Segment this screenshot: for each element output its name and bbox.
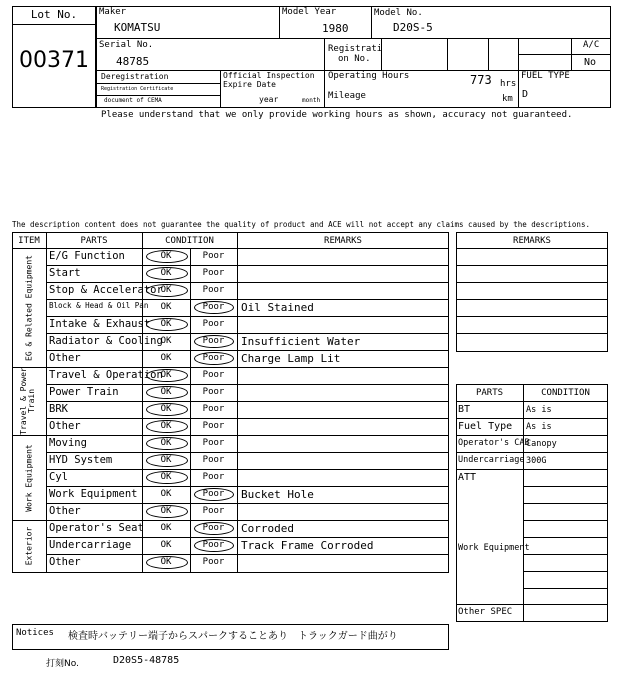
group-divider xyxy=(12,367,449,368)
poor-text: Poor xyxy=(202,302,225,312)
remarks-line xyxy=(456,333,608,334)
ok-text: OK xyxy=(160,353,172,363)
ac-label: A/C xyxy=(583,40,600,50)
ok-circle xyxy=(146,403,188,416)
disclaimer: The description content does not guarantee the quality of product and ACE will not accept any claims caused by the descriptions. xyxy=(12,220,590,229)
ok-text: OK xyxy=(160,302,172,312)
km-unit: km xyxy=(502,94,513,104)
part-label: BRK xyxy=(49,403,68,415)
row-divider xyxy=(46,401,449,402)
ac-value: No xyxy=(584,57,597,68)
poor-text: Poor xyxy=(202,319,225,329)
ok-text: OK xyxy=(160,557,172,567)
rp-part: ATT xyxy=(458,472,477,483)
rp-header-line xyxy=(456,401,608,402)
serial-no-label: Serial No. xyxy=(99,40,154,50)
poor-text: Poor xyxy=(202,557,225,567)
poor-text: Poor xyxy=(202,404,225,414)
rp-part: BT xyxy=(458,404,471,415)
rp-work-equipment: Work Equipment xyxy=(458,543,530,553)
ok-circle xyxy=(146,454,188,467)
fuel-type-label: FUEL TYPE xyxy=(521,71,570,81)
rp-row-line xyxy=(456,435,608,436)
col-item: ITEM xyxy=(18,236,40,246)
remark-text: Charge Lamp Lit xyxy=(241,352,341,365)
poor-text: Poor xyxy=(202,353,225,363)
group-divider xyxy=(12,520,449,521)
rp-part: Operator's CAB xyxy=(458,438,530,448)
part-label: Block & Head & Oil Pan xyxy=(49,301,149,310)
poor-text: Poor xyxy=(202,387,225,397)
poor-text: Poor xyxy=(202,336,225,346)
official-inspection-label-2: Expire Date xyxy=(223,80,276,89)
ok-text: OK xyxy=(160,472,172,482)
rp-col-condition: CONDITION xyxy=(541,388,590,398)
fuel-type-value: D xyxy=(522,89,529,100)
remarks-line xyxy=(456,265,608,266)
rp-row-line xyxy=(456,418,608,419)
rp-condition: Canopy xyxy=(526,439,557,449)
ok-circle xyxy=(146,386,188,399)
year-label: year xyxy=(259,95,279,104)
rp-blank-line xyxy=(523,571,608,572)
row-divider xyxy=(46,537,449,538)
ok-text: OK xyxy=(160,455,172,465)
ok-circle xyxy=(146,505,188,518)
ok-circle xyxy=(146,318,188,331)
poor-text: Poor xyxy=(202,455,225,465)
row-divider xyxy=(46,452,449,453)
part-label: E/G Function xyxy=(49,250,125,262)
poor-text: Poor xyxy=(202,251,225,261)
model-year-value: 1980 xyxy=(322,22,349,35)
part-label: Radiator & Cooling xyxy=(49,335,163,347)
rp-blank-line xyxy=(523,486,608,487)
rp-condition: As is xyxy=(526,405,552,415)
ok-text: OK xyxy=(160,268,172,278)
remark-text: Track Frame Corroded xyxy=(241,539,374,552)
row-divider xyxy=(46,418,449,419)
right-remarks-title: REMARKS xyxy=(513,236,551,246)
poor-text: Poor xyxy=(202,421,225,431)
official-inspection-label-1: Official Inspection xyxy=(223,71,315,80)
part-label: Start xyxy=(49,267,81,279)
ok-text: OK xyxy=(160,285,172,295)
part-label: Other xyxy=(49,420,81,432)
ok-circle xyxy=(146,420,188,433)
group-label: Travel & Power Train xyxy=(19,367,36,435)
ok-text: OK xyxy=(160,489,172,499)
rp-other-line xyxy=(456,604,523,605)
row-divider xyxy=(46,384,449,385)
remark-text: Bucket Hole xyxy=(241,488,314,501)
ok-text: OK xyxy=(160,438,172,448)
stamp-value: D20S5-48785 xyxy=(113,655,180,666)
serial-no-value: 48785 xyxy=(116,55,150,68)
operating-hours-label: Operating Hours xyxy=(328,71,410,81)
hrs-unit: hrs xyxy=(500,79,517,89)
part-label: Other xyxy=(49,556,81,568)
poor-circle xyxy=(194,539,234,552)
poor-circle xyxy=(194,488,234,501)
poor-text: Poor xyxy=(202,506,225,516)
rp-col-parts: PARTS xyxy=(475,388,504,398)
ok-circle xyxy=(146,471,188,484)
row-divider xyxy=(46,469,449,470)
ok-text: OK xyxy=(160,523,172,533)
row-divider xyxy=(46,282,449,283)
registration-no-label-2: on No. xyxy=(338,54,371,64)
ok-circle xyxy=(146,267,188,280)
rp-part: Fuel Type xyxy=(458,421,513,432)
ok-text: OK xyxy=(160,421,172,431)
ok-circle xyxy=(146,284,188,297)
group-label: EG & Related Equipment xyxy=(24,254,33,361)
remarks-line xyxy=(456,282,608,283)
group-label: Work Equipment xyxy=(24,443,33,512)
deregistration-label: Deregistration xyxy=(101,72,169,81)
model-no-label: Model No. xyxy=(374,8,423,18)
rp-condition: As is xyxy=(526,422,552,432)
part-label: Cyl xyxy=(49,471,68,483)
poor-text: Poor xyxy=(202,370,225,380)
ok-text: OK xyxy=(160,506,172,516)
model-year-label: Model Year xyxy=(282,7,337,17)
col-parts: PARTS xyxy=(80,236,108,246)
ok-text: OK xyxy=(160,336,172,346)
notices-text: 検査時バッテリー端子からスパークすることあり トラックガード曲がり xyxy=(68,631,398,642)
poor-text: Poor xyxy=(202,472,225,482)
poor-text: Poor xyxy=(202,438,225,448)
poor-circle xyxy=(194,335,234,348)
poor-circle xyxy=(194,352,234,365)
remark-text: Insufficient Water xyxy=(241,335,361,348)
poor-text: Poor xyxy=(202,489,225,499)
month-label: month xyxy=(302,97,321,104)
lot-no-value: 00371 xyxy=(19,48,89,73)
ok-text: OK xyxy=(160,540,172,550)
maker-label: Maker xyxy=(99,7,127,17)
rp-blank-line xyxy=(523,520,608,521)
col-condition: CONDITION xyxy=(165,236,214,246)
ok-circle xyxy=(146,556,188,569)
part-label: Travel & Operation xyxy=(49,369,163,381)
row-divider xyxy=(46,503,449,504)
poor-text: Poor xyxy=(202,523,225,533)
part-label: Work Equipment xyxy=(49,488,138,500)
part-label: Operator's Seat xyxy=(49,522,144,534)
ok-text: OK xyxy=(160,370,172,380)
rp-part: Undercarriage xyxy=(458,455,525,465)
model-no-value: D20S-5 xyxy=(393,21,433,34)
ok-text: OK xyxy=(160,404,172,414)
part-label: Moving xyxy=(49,437,87,449)
poor-circle xyxy=(194,522,234,535)
part-label: Stop & Accelerator xyxy=(49,284,163,296)
row-divider xyxy=(46,486,449,487)
hours-notice: Please understand that we only provide working hours as shown, accuracy not guaranteed. xyxy=(101,110,573,120)
lot-no-label: Lot No. xyxy=(30,8,78,21)
rp-row-line xyxy=(456,469,608,470)
remarks-line xyxy=(456,316,608,317)
mileage-label: Mileage xyxy=(328,91,366,101)
rp-blank-line xyxy=(523,503,608,504)
part-label: Undercarriage xyxy=(49,539,132,551)
rp-row-line xyxy=(456,452,608,453)
part-label: Intake & Exhaust xyxy=(49,318,151,330)
row-divider xyxy=(46,350,449,351)
ok-text: OK xyxy=(160,319,172,329)
row-divider xyxy=(46,299,449,300)
operating-hours-value: 773 xyxy=(470,73,492,87)
ok-circle xyxy=(146,250,188,263)
part-label: HYD System xyxy=(49,454,113,466)
part-label: Power Train xyxy=(49,386,119,398)
part-label: Other xyxy=(49,352,81,364)
rp-blank-line xyxy=(523,537,608,538)
col-remarks: REMARKS xyxy=(324,236,362,246)
rp-blank-line xyxy=(523,554,608,555)
registration-no-label-1: Registrati xyxy=(328,44,383,54)
remarks-line xyxy=(456,299,608,300)
poor-text: Poor xyxy=(202,268,225,278)
ok-circle xyxy=(146,369,188,382)
row-divider xyxy=(46,333,449,334)
ok-text: OK xyxy=(160,251,172,261)
rp-condition: 300G xyxy=(526,456,547,466)
poor-circle xyxy=(194,301,234,314)
poor-text: Poor xyxy=(202,285,225,295)
maker-value: KOMATSU xyxy=(114,21,161,34)
row-divider xyxy=(46,316,449,317)
row-divider xyxy=(46,554,449,555)
document-of-cema-label: document of CEMA xyxy=(104,97,162,104)
rp-blank-line xyxy=(523,588,608,589)
remark-text: Oil Stained xyxy=(241,301,314,314)
group-divider xyxy=(12,435,449,436)
group-label: Exterior xyxy=(24,526,33,565)
stamp-label: 打刻No. xyxy=(46,659,79,669)
ok-text: OK xyxy=(160,387,172,397)
registration-certificate-label: Registration Certificate xyxy=(101,86,174,92)
rp-other-spec: Other SPEC xyxy=(458,607,513,617)
part-label: Other xyxy=(49,505,81,517)
remark-text: Corroded xyxy=(241,522,294,535)
poor-text: Poor xyxy=(202,540,225,550)
row-divider xyxy=(46,265,449,266)
notices-label: Notices xyxy=(16,628,54,638)
rp-blank-line xyxy=(523,604,608,605)
ok-circle xyxy=(146,437,188,450)
